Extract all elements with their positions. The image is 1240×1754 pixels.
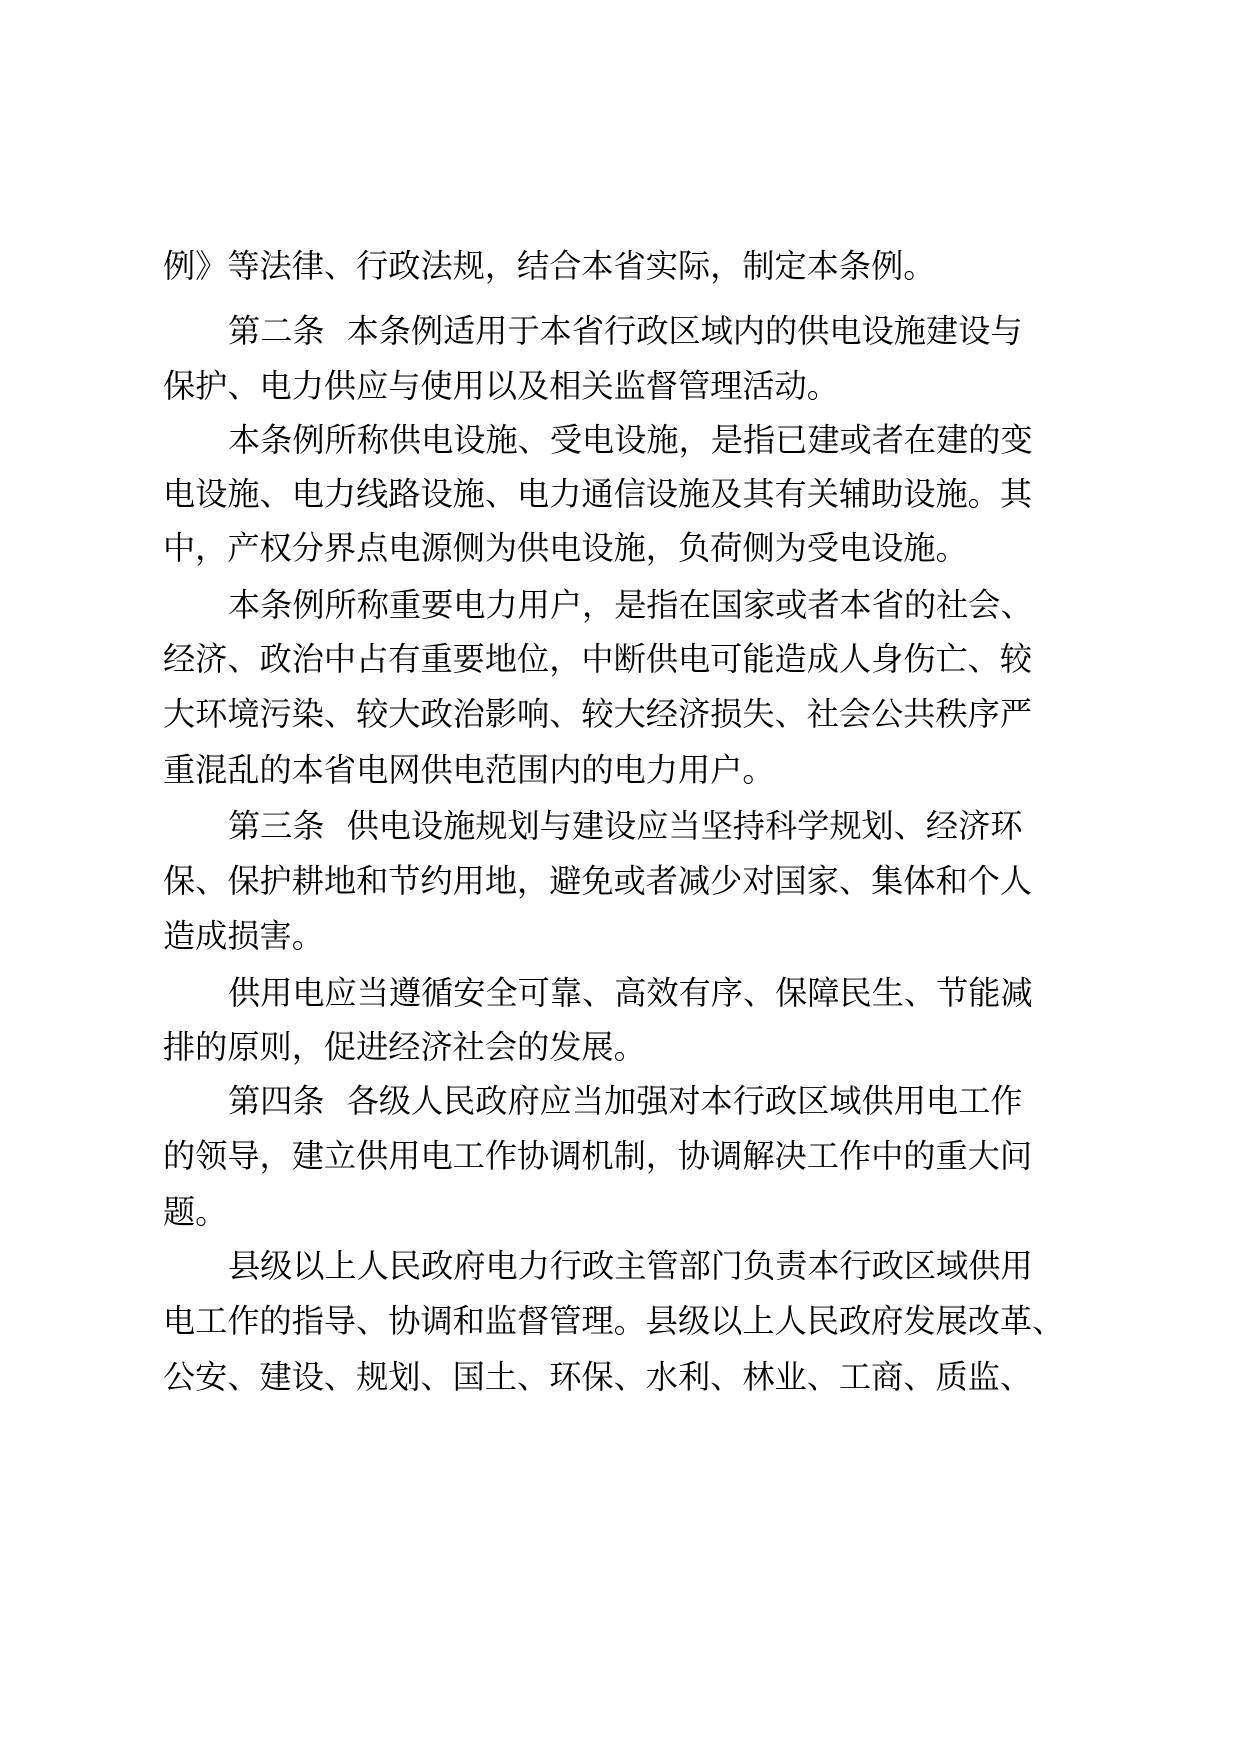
text-line: 的领导，建立供用电工作协调机制，协调解决工作中的重大问	[163, 1137, 1033, 1175]
article-number: 第三条	[228, 807, 325, 845]
article-3-heading-line	[228, 801, 1023, 851]
text-line: 中，产权分界点电源侧为供电设施，负荷侧为受电设施。	[163, 529, 968, 567]
text-line: 电工作的指导、协调和监督管理。县级以上人民政府发展改革、	[163, 1302, 1065, 1340]
text-line: 公安、建设、规划、国土、环保、水利、林业、工商、质监、	[163, 1358, 1033, 1396]
article-2-heading-line	[228, 306, 1023, 356]
article-4-heading-line	[228, 1076, 1023, 1126]
text-line: 供用电应当遵循安全可靠、高效有序、保障民生、节能减	[228, 974, 1033, 1012]
article-number: 第四条	[228, 1082, 325, 1120]
text-line: 题。	[163, 1193, 228, 1231]
text-line: 保护、电力供应与使用以及相关监督管理活动。	[163, 367, 839, 405]
text-line: 例》等法律、行政法规，结合本省实际，制定本条例。	[163, 247, 936, 285]
text-line: 保、保护耕地和节约用地，避免或者减少对国家、集体和个人	[163, 862, 1033, 900]
text-line: 排的原则，促进经济社会的发展。	[163, 1028, 646, 1066]
article-text: 本条例适用于本省行政区域内的供电设施建设与	[346, 312, 1023, 350]
text-line: 大环境污染、较大政治影响、较大经济损失、社会公共秩序严	[163, 695, 1033, 733]
article-text: 各级人民政府应当加强对本行政区域供用电工作	[346, 1082, 1023, 1120]
text-line: 电设施、电力线路设施、电力通信设施及其有关辅助设施。其	[163, 475, 1033, 513]
article-text: 供电设施规划与建设应当坚持科学规划、经济环	[346, 807, 1023, 845]
text-line: 造成损害。	[163, 917, 324, 955]
text-line: 县级以上人民政府电力行政主管部门负责本行政区域供用	[228, 1247, 1033, 1285]
text-line: 本条例所称供电设施、受电设施，是指已建或者在建的变	[228, 421, 1033, 459]
article-number: 第二条	[228, 312, 325, 350]
text-line: 经济、政治中占有重要地位，中断供电可能造成人身伤亡、较	[163, 640, 1033, 678]
text-line: 重混乱的本省电网供电范围内的电力用户。	[163, 751, 775, 789]
text-line: 本条例所称重要电力用户，是指在国家或者本省的社会、	[228, 586, 1033, 624]
